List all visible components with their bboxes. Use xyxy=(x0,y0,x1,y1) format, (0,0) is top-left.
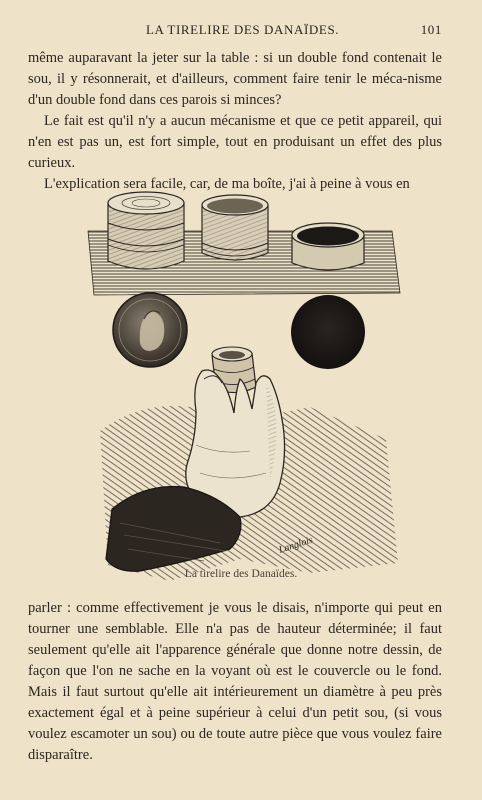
artist-signature: Langlois xyxy=(277,534,315,556)
closed-box xyxy=(108,192,184,269)
paragraph-1: même auparavant la jeter sur la table : si un double fond contenait le sou, il y résonnerait, et d'ailleurs, comment faire tenir le méca-nisme d'un double fond dans ces parois si minces? xyxy=(28,50,442,108)
page-number: 101 xyxy=(420,22,442,37)
engraving-illustration xyxy=(80,183,410,585)
figure-caption: La tirelire des Danaïdes. xyxy=(184,568,298,580)
dark-disc xyxy=(291,295,365,369)
text-block-top xyxy=(28,48,442,195)
lid-dark-interior xyxy=(292,223,364,270)
coin-sou xyxy=(113,293,187,367)
running-header xyxy=(28,22,442,38)
paragraph-bottom: parler : comme effectivement je vous le disais, n'importe qui peut en tourner une semblable. Elle n'a pas de hauteur déterminée; il faut seulement qu'elle ait l'apparence générale que donne notre dessin, de façon que l'on ne sache en la voyant où est le couvercle ou le fond. Mais il faut surtout qu'elle ait intérieurement un diamètre à peu près exactement égal et à peine supérieur à celui d'un petit sou, (si vous voulez escamoter un sou) ou de toute autre pièce que vous voulez faire disparaître. xyxy=(28,600,442,763)
paragraph-2: Le fait est qu'il n'y a aucun mécanisme et que ce petit appareil, qui n'en est pas un, est fort simple, tout en produisant un effet des plus curieux. xyxy=(28,113,442,171)
paragraph-3: L'explication sera facile, car, de ma boîte, j'ai à peine à vous en xyxy=(44,176,410,192)
open-box-cup xyxy=(202,195,268,260)
chapter-title: LA TIRELIRE DES DANAÏDES. xyxy=(146,22,340,37)
